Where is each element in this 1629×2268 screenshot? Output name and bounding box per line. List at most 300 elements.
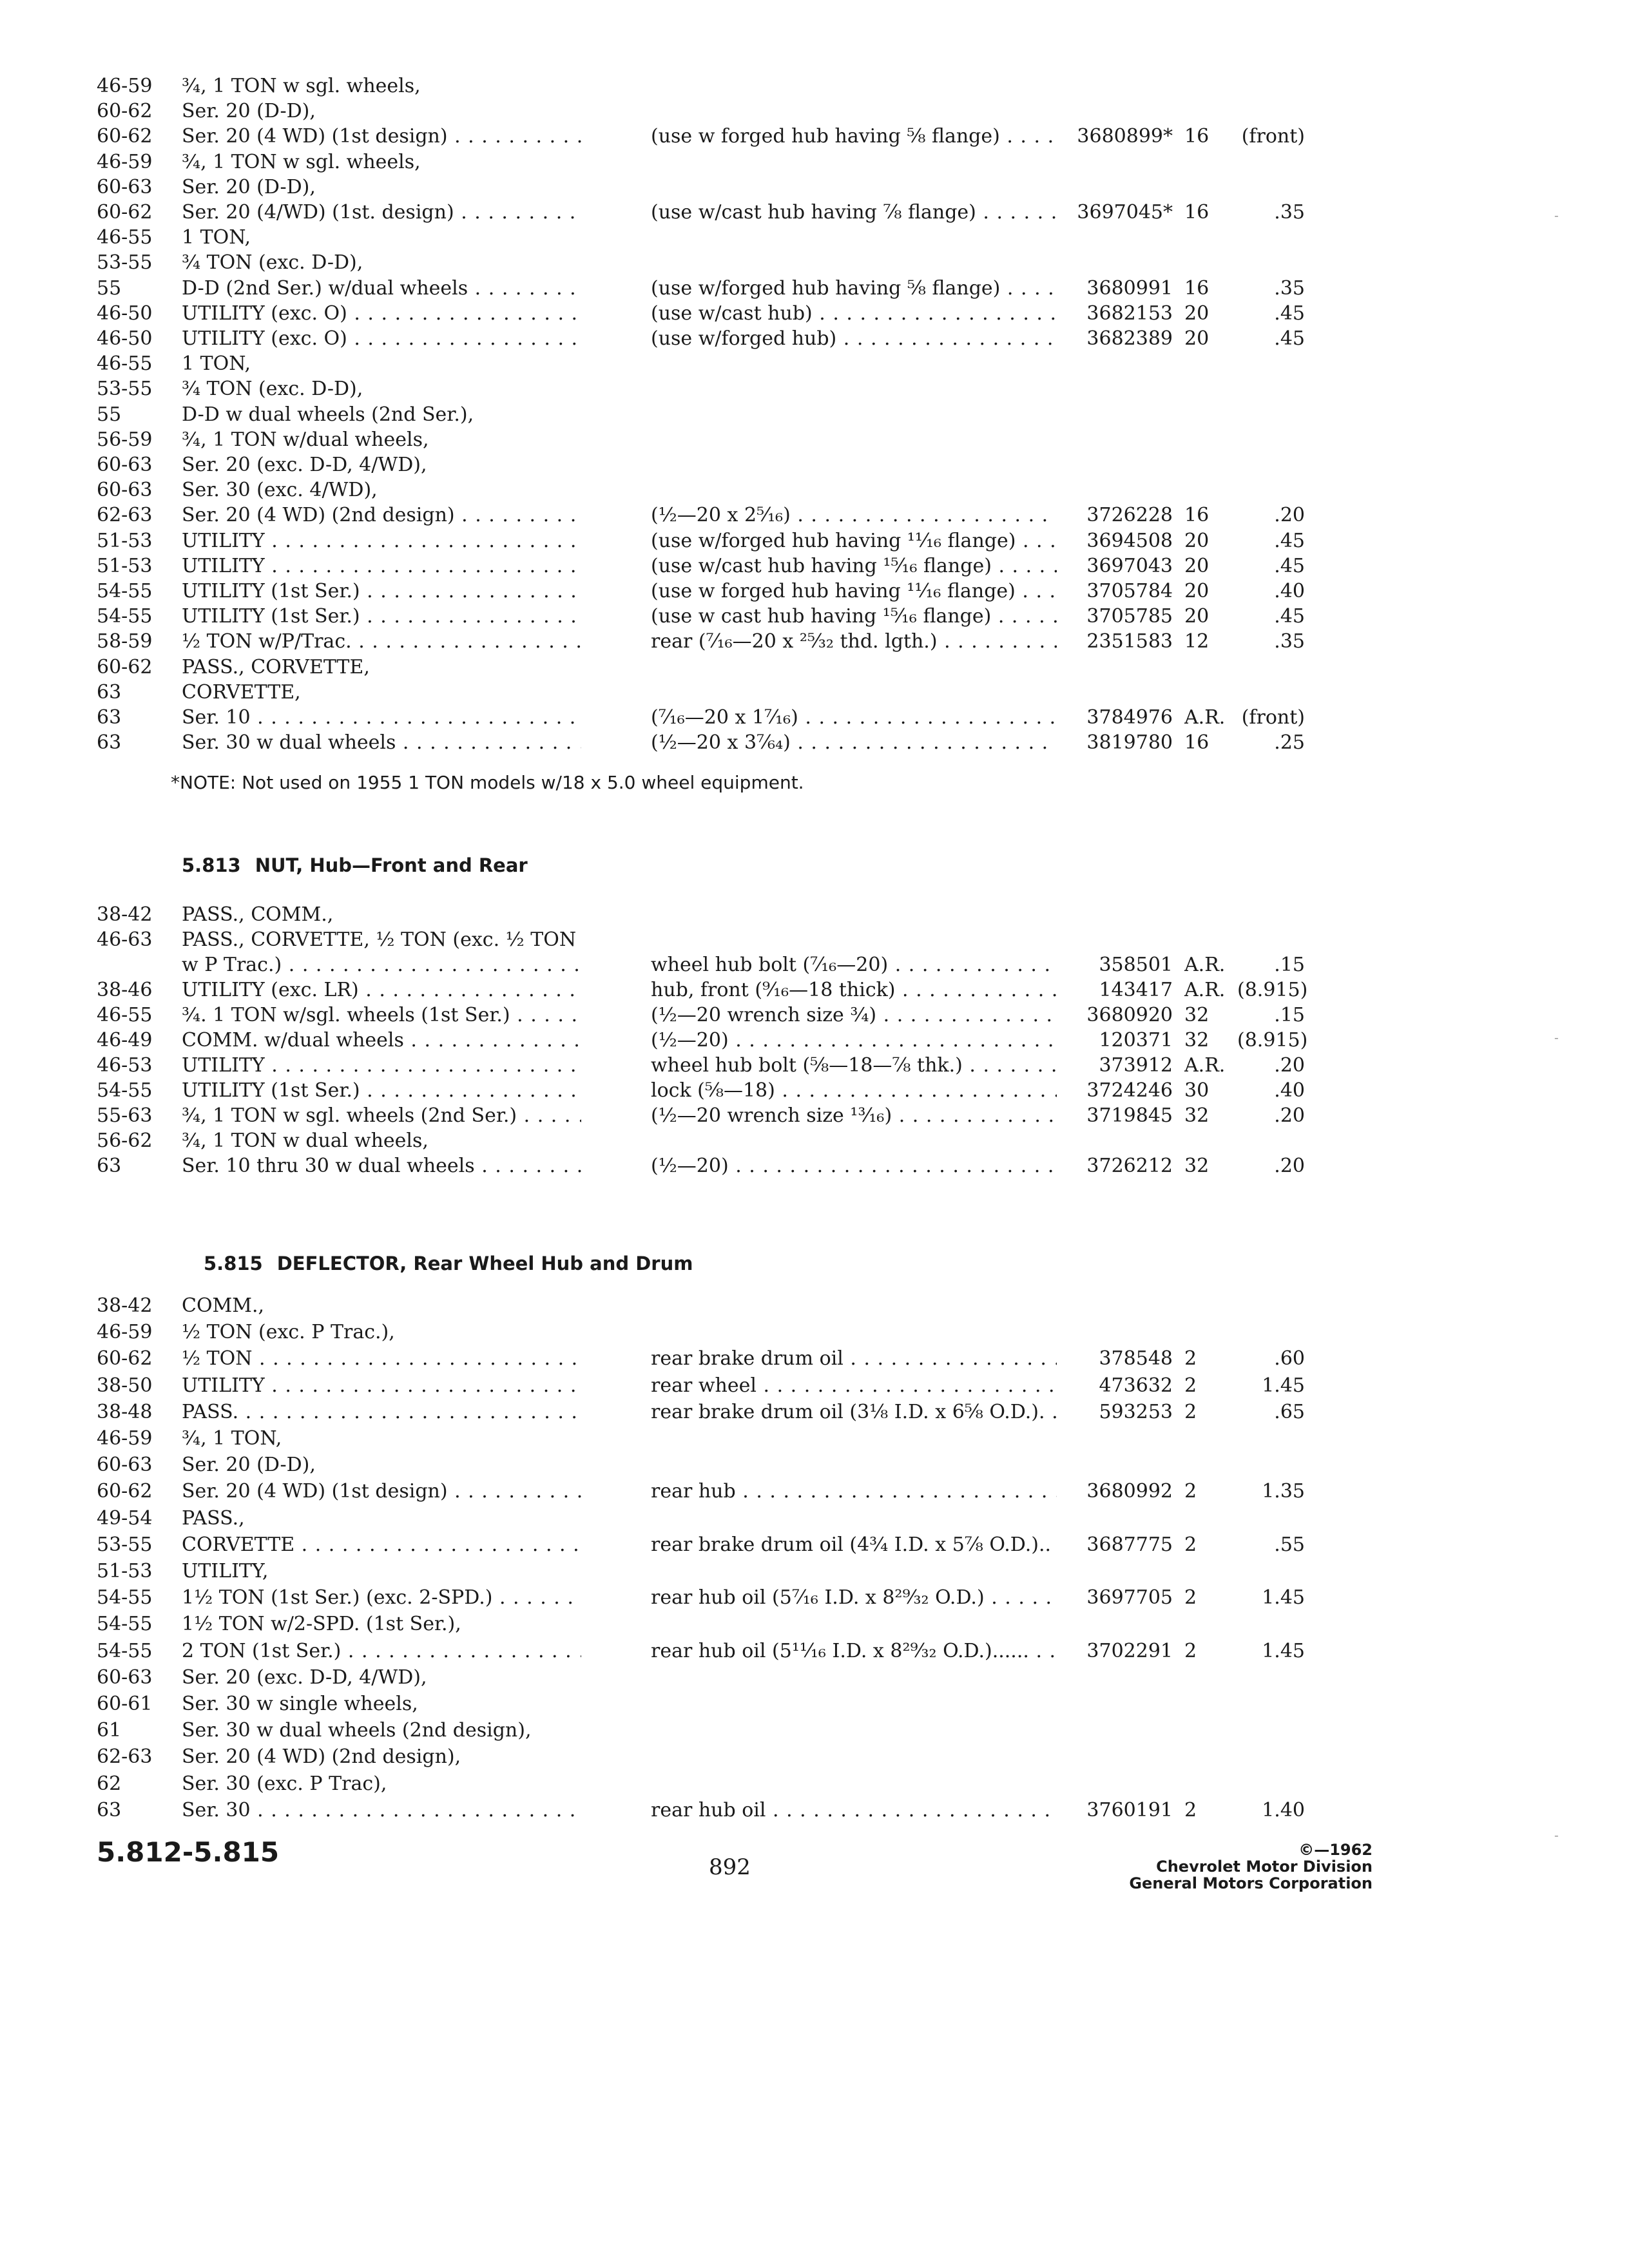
row-price: .20 [1274,1054,1305,1077]
row-price: (8.915) [1237,979,1308,1001]
catalog-row [0,1691,1629,1717]
row-description: rear wheel . . . [651,1373,1057,1399]
catalog-row [0,1585,1629,1611]
row-description: (½—20 wrench size ¾) . . . [651,1003,1057,1028]
row-model: Ser. 30 w dual wheels (2nd design), [182,1719,532,1742]
row-model: PASS., CORVETTE, [182,656,370,678]
catalog-row [0,301,1629,327]
row-part-number: 3682153 [1086,302,1173,325]
catalog-row [0,977,1629,1003]
catalog-row [0,553,1629,579]
row-model: Ser. 30 (exc. P Trac), [182,1773,387,1795]
row-year: 54-55 [97,1640,153,1662]
catalog-row [0,1798,1629,1823]
row-description: rear hub oil (5¹¹⁄₁₆ I.D. x 8²⁹⁄₃₂ O.D.)...... . . . [651,1639,1057,1664]
row-quantity: 20 [1184,580,1210,602]
row-quantity: A.R. [1184,979,1226,1001]
row-model: UTILITY . . . [182,553,581,579]
row-model: D-D w dual wheels (2nd Ser.), [182,403,474,426]
row-model: Ser. 20 (D-D), [182,1454,316,1476]
row-model: Ser. 30 w single wheels, [182,1693,418,1715]
row-price: .45 [1274,327,1305,350]
row-year: 63 [97,1155,122,1177]
row-model: CORVETTE . . . [182,1532,581,1558]
row-model: PASS., [182,1507,245,1530]
row-model: ¾ TON (exc. D-D), [182,251,363,274]
row-part-number: 3819780 [1086,731,1173,754]
row-quantity: 32 [1184,1004,1210,1026]
corporation-name: General Motors Corporation [1129,1874,1373,1892]
catalog-row [0,276,1629,302]
section-title: NUT, Hub—Front and Rear [255,854,528,876]
row-quantity: 2 [1184,1401,1197,1423]
catalog-row [0,1153,1629,1179]
row-year: 56-62 [97,1129,153,1152]
row-description: (⁷⁄₁₆—20 x 1⁷⁄₁₆) . . . [651,705,1057,731]
catalog-row [0,902,1629,928]
catalog-row [0,1426,1629,1452]
row-model: UTILITY, [182,1560,269,1582]
row-model: w P Trac.) . . . [182,952,581,978]
catalog-row [0,326,1629,352]
row-price: .45 [1274,555,1305,577]
row-year: 46-50 [97,327,153,350]
row-year: 56-59 [97,428,153,451]
row-price: .60 [1274,1347,1305,1370]
row-description: lock (⅝—18) . . . [651,1078,1057,1104]
row-model: D-D (2nd Ser.) w/dual wheels . . . [182,276,581,302]
row-model: Ser. 20 (4 WD) (2nd design) . . . [182,503,581,528]
catalog-row [0,927,1629,953]
row-description: (use w/forged hub having ¹¹⁄₁₆ flange) . . . [651,528,1057,554]
row-year: 38-46 [97,979,153,1001]
row-description: (use w/cast hub) . . . [651,301,1057,327]
row-model: ¾, 1 TON w sgl. wheels, [182,75,421,97]
row-part-number: 3705784 [1086,580,1173,602]
catalog-row [0,73,1629,99]
row-model: ¾. 1 TON w/sgl. wheels (1st Ser.) . . . [182,1003,581,1028]
row-year: 61 [97,1719,122,1742]
row-model: ¾, 1 TON w/dual wheels, [182,428,429,451]
row-year: 54-55 [97,605,153,628]
row-quantity: A.R. [1184,954,1226,976]
row-quantity: 2 [1184,1374,1197,1397]
row-model: UTILITY . . . [182,528,581,554]
row-price: (8.915) [1237,1029,1308,1052]
catalog-row [0,705,1629,731]
row-part-number: 3697705 [1086,1586,1173,1609]
catalog-row [0,1452,1629,1478]
catalog-row [0,1532,1629,1558]
row-price: .20 [1274,1104,1305,1127]
row-year: 60-62 [97,100,153,122]
row-model: Ser. 20 (exc. D-D, 4/WD), [182,454,427,476]
section-number: 5.815 [204,1253,263,1274]
row-year: 60-63 [97,479,153,501]
row-description: wheel hub bolt (⁷⁄₁₆—20) . . . [651,952,1057,978]
row-description: (use w forged hub having ⅝ flange) . . . [651,124,1057,149]
row-part-number: 143417 [1099,979,1173,1001]
row-year: 46-59 [97,75,153,97]
catalog-row [0,604,1629,629]
row-description: rear hub . . . [651,1479,1057,1504]
row-model: PASS. . . . [182,1399,581,1425]
row-model: Ser. 20 (4 WD) (2nd design), [182,1745,461,1768]
footnote: *NOTE: Not used on 1955 1 TON models w/18 x 5.0 wheel equipment. [171,772,804,793]
row-year: 49-54 [97,1507,153,1530]
row-price: .35 [1274,630,1305,653]
catalog-row [0,99,1629,124]
row-quantity: 20 [1184,302,1210,325]
row-year: 53-55 [97,1533,153,1556]
row-part-number: 3680899* [1077,125,1173,148]
section-heading-5813 [182,854,528,876]
row-description: rear hub oil . . . [651,1798,1057,1823]
row-price: .35 [1274,201,1305,224]
row-year: 62-63 [97,1745,153,1768]
row-year: 46-59 [97,1427,153,1450]
row-model: Ser. 10 thru 30 w dual wheels . . . [182,1153,581,1179]
row-year: 46-50 [97,302,153,325]
row-quantity: A.R. [1184,1054,1226,1077]
catalog-row [0,503,1629,528]
row-year: 60-62 [97,1347,153,1370]
row-price: (front) [1241,706,1305,729]
catalog-row [0,1053,1629,1079]
row-part-number: 3705785 [1086,605,1173,628]
row-year: 53-55 [97,251,153,274]
catalog-row [0,1744,1629,1770]
row-year: 58-59 [97,630,153,653]
scan-mark: - [1554,1827,1559,1843]
row-part-number: 3694508 [1086,530,1173,552]
row-model: 1 TON, [182,352,251,375]
row-price: 1.40 [1262,1799,1305,1821]
row-quantity: 32 [1184,1155,1210,1177]
row-year: 55 [97,277,122,300]
row-year: 38-48 [97,1401,153,1423]
row-price: (front) [1241,125,1305,148]
row-quantity: 20 [1184,530,1210,552]
row-quantity: 2 [1184,1586,1197,1609]
row-model: COMM., [182,1294,265,1317]
catalog-row [0,452,1629,478]
row-part-number: 3702291 [1086,1640,1173,1662]
row-part-number: 3784976 [1086,706,1173,729]
row-year: 51-53 [97,530,153,552]
row-model: Ser. 30 (exc. 4/WD), [182,479,378,501]
row-model: UTILITY . . . [182,1373,581,1399]
division-name: Chevrolet Motor Division [1156,1858,1373,1876]
row-model: Ser. 20 (D-D), [182,176,316,198]
row-model: 1½ TON (1st Ser.) (exc. 2-SPD.) . . . [182,1585,581,1611]
row-year: 46-59 [97,151,153,173]
row-year: 46-53 [97,1054,153,1077]
row-quantity: 16 [1184,125,1210,148]
row-model: ½ TON (exc. P Trac.), [182,1321,395,1343]
row-quantity: 20 [1184,605,1210,628]
row-description: rear brake drum oil (4¾ I.D. x 5⅞ O.D.).. . . . [651,1532,1057,1558]
row-model: Ser. 20 (exc. D-D, 4/WD), [182,1666,427,1689]
page-number: 892 [709,1854,751,1880]
row-part-number: 3680920 [1086,1004,1173,1026]
row-year: 46-55 [97,226,153,249]
row-model: ¾, 1 TON w sgl. wheels (2nd Ser.) . . . [182,1103,581,1129]
row-year: 60-63 [97,454,153,476]
row-year: 63 [97,706,122,729]
row-quantity: 20 [1184,555,1210,577]
catalog-row [0,1293,1629,1319]
row-model: ¾, 1 TON w dual wheels, [182,1129,429,1152]
row-quantity: 2 [1184,1533,1197,1556]
catalog-row [0,629,1629,655]
row-price: .35 [1274,277,1305,300]
row-year: 63 [97,1799,122,1821]
row-year: 55-63 [97,1104,153,1127]
row-year: 54-55 [97,1586,153,1609]
row-description: hub, front (⁹⁄₁₆—18 thick) . . . [651,977,1057,1003]
row-description: (use w forged hub having ¹¹⁄₁₆ flange) . . . [651,579,1057,604]
row-price: .40 [1274,580,1305,602]
row-part-number: 3697043 [1086,555,1173,577]
row-quantity: 2 [1184,1799,1197,1821]
row-description: (use w/forged hub) . . . [651,326,1057,352]
row-year: 38-42 [97,903,153,926]
row-part-number: 3680991 [1086,277,1173,300]
row-year: 60-62 [97,656,153,678]
row-model: Ser. 10 . . . [182,705,581,731]
scan-mark: - [1554,1030,1559,1045]
catalog-row [0,149,1629,175]
row-price: .55 [1274,1533,1305,1556]
row-year: 62 [97,1773,122,1795]
row-model: PASS., CORVETTE, ½ TON (exc. ½ TON [182,928,577,951]
row-model: Ser. 20 (4/WD) (1st. design) . . . [182,200,581,226]
row-model: ¾ TON (exc. D-D), [182,378,363,400]
row-price: .20 [1274,504,1305,526]
row-model: 2 TON (1st Ser.) . . . [182,1639,581,1664]
row-model: UTILITY (1st Ser.) . . . [182,579,581,604]
row-part-number: 3726228 [1086,504,1173,526]
section-number: 5.813 [182,854,241,876]
row-year: 53-55 [97,378,153,400]
catalog-row [0,477,1629,503]
row-price: .65 [1274,1401,1305,1423]
row-quantity: A.R. [1184,706,1226,729]
row-description: (use w/cast hub having ¹⁵⁄₁₆ flange) . . . [651,553,1057,579]
row-part-number: 3680992 [1086,1480,1173,1503]
catalog-row [0,680,1629,706]
row-model: 1½ TON w/2-SPD. (1st Ser.), [182,1613,461,1635]
row-year: 54-55 [97,1613,153,1635]
catalog-row [0,1559,1629,1584]
row-description: rear hub oil (5⁷⁄₁₆ I.D. x 8²⁹⁄₃₂ O.D.) . . . [651,1585,1057,1611]
row-year: 46-59 [97,1321,153,1343]
row-model: UTILITY (exc. O) . . . [182,301,581,327]
catalog-row [0,1128,1629,1154]
row-description: (use w/cast hub having ⅞ flange) . . . [651,200,1057,226]
catalog-row [0,1506,1629,1532]
copyright-block [1070,1841,1373,1892]
catalog-row [0,1320,1629,1345]
row-description: rear (⁷⁄₁₆—20 x ²⁵⁄₃₂ thd. lgth.) . . . [651,629,1057,655]
row-model: 1 TON, [182,226,251,249]
catalog-row [0,1718,1629,1744]
row-part-number: 3760191 [1086,1799,1173,1821]
catalog-row [0,351,1629,377]
row-quantity: 32 [1184,1104,1210,1127]
row-quantity: 2 [1184,1347,1197,1370]
row-price: 1.35 [1262,1480,1305,1503]
row-description: (½—20) . . . [651,1153,1057,1179]
catalog-row [0,200,1629,226]
row-description: (use w/forged hub having ⅝ flange) . . . [651,276,1057,302]
catalog-row [0,402,1629,428]
row-price: 1.45 [1262,1640,1305,1662]
row-price: .15 [1274,1004,1305,1026]
row-description: (½—20 wrench size ¹³⁄₁₆) . . . [651,1103,1057,1129]
row-description: (½—20 x 2⁵⁄₁₆) . . . [651,503,1057,528]
section-range: 5.812-5.815 [97,1836,280,1868]
catalog-row [0,1479,1629,1504]
row-price: 1.45 [1262,1374,1305,1397]
row-price: .20 [1274,1155,1305,1177]
row-quantity: 16 [1184,504,1210,526]
row-year: 46-55 [97,1004,153,1026]
row-year: 51-53 [97,1560,153,1582]
row-quantity: 16 [1184,731,1210,754]
row-model: Ser. 20 (D-D), [182,100,316,122]
row-quantity: 2 [1184,1480,1197,1503]
row-part-number: 378548 [1099,1347,1173,1370]
catalog-row [0,175,1629,200]
row-part-number: 473632 [1099,1374,1173,1397]
catalog-row [0,730,1629,756]
row-description: (½—20) . . . [651,1028,1057,1053]
catalog-row [0,1665,1629,1691]
row-year: 46-55 [97,352,153,375]
row-part-number: 3726212 [1086,1155,1173,1177]
row-model: UTILITY . . . [182,1053,581,1079]
row-price: .45 [1274,605,1305,628]
catalog-row [0,225,1629,251]
catalog-row [0,124,1629,149]
row-year: 46-49 [97,1029,153,1052]
row-price: .15 [1274,954,1305,976]
row-price: .45 [1274,302,1305,325]
row-part-number: 2351583 [1086,630,1173,653]
row-description: (use w cast hub having ¹⁵⁄₁₆ flange) . . . [651,604,1057,629]
row-model: UTILITY (1st Ser.) . . . [182,604,581,629]
row-year: 62-63 [97,504,153,526]
catalog-row [0,1346,1629,1372]
row-part-number: 3719845 [1086,1104,1173,1127]
row-quantity: 12 [1184,630,1210,653]
row-year: 54-55 [97,1079,153,1102]
row-year: 60-62 [97,201,153,224]
row-model: UTILITY (exc. O) . . . [182,326,581,352]
row-model: Ser. 20 (4 WD) (1st design) . . . [182,124,581,149]
row-model: CORVETTE, [182,681,301,704]
catalog-row [0,1078,1629,1104]
row-model: PASS., COMM., [182,903,334,926]
row-model: UTILITY (exc. LR) . . . [182,977,581,1003]
row-year: 63 [97,681,122,704]
row-model: ½ TON w/P/Trac. . . . [182,629,581,655]
row-year: 46-63 [97,928,153,951]
scan-mark: - [1554,207,1559,223]
row-model: Ser. 30 . . . [182,1798,581,1823]
catalog-row [0,1771,1629,1797]
row-quantity: 2 [1184,1640,1197,1662]
row-quantity: 32 [1184,1029,1210,1052]
row-year: 60-63 [97,1666,153,1689]
row-quantity: 16 [1184,277,1210,300]
row-model: ¾, 1 TON, [182,1427,282,1450]
section-title: DEFLECTOR, Rear Wheel Hub and Drum [276,1253,693,1274]
row-year: 54-55 [97,580,153,602]
row-description: rear brake drum oil . . . [651,1346,1057,1372]
row-year: 60-62 [97,125,153,148]
catalog-row [0,1611,1629,1637]
row-description: (½—20 x 3⁷⁄₆₄) . . . [651,730,1057,756]
row-part-number: 3687775 [1086,1533,1173,1556]
catalog-row [0,528,1629,554]
row-model: ¾, 1 TON w sgl. wheels, [182,151,421,173]
row-year: 60-62 [97,1480,153,1503]
row-year: 55 [97,403,122,426]
row-model: COMM. w/dual wheels . . . [182,1028,581,1053]
row-description: wheel hub bolt (⅝—18—⅞ thk.) . . . [651,1053,1057,1079]
catalog-row [0,1373,1629,1399]
catalog-row [0,1399,1629,1425]
catalog-row [0,952,1629,978]
row-year: 60-63 [97,176,153,198]
row-year: 51-53 [97,555,153,577]
row-part-number: 3724246 [1086,1079,1173,1102]
row-price: .40 [1274,1079,1305,1102]
row-price: .45 [1274,530,1305,552]
catalog-row [0,655,1629,680]
catalog-row [0,376,1629,402]
row-price: 1.45 [1262,1586,1305,1609]
copyright-year: ©—1962 [1298,1841,1373,1859]
row-price: .25 [1274,731,1305,754]
catalog-row [0,1103,1629,1129]
row-quantity: 20 [1184,327,1210,350]
section-heading-5815 [204,1253,693,1274]
row-quantity: 16 [1184,201,1210,224]
catalog-row [0,1639,1629,1664]
catalog-row [0,250,1629,276]
row-year: 60-61 [97,1693,153,1715]
catalog-row [0,579,1629,604]
row-part-number: 120371 [1099,1029,1173,1052]
row-part-number: 3697045* [1077,201,1173,224]
row-part-number: 358501 [1099,954,1173,976]
row-model: Ser. 30 w dual wheels . . . [182,730,581,756]
row-model: Ser. 20 (4 WD) (1st design) . . . [182,1479,581,1504]
row-model: UTILITY (1st Ser.) . . . [182,1078,581,1104]
row-quantity: 30 [1184,1079,1210,1102]
row-year: 38-50 [97,1374,153,1397]
row-part-number: 593253 [1099,1401,1173,1423]
row-year: 63 [97,731,122,754]
catalog-row [0,1028,1629,1053]
catalog-row [0,427,1629,453]
row-year: 60-63 [97,1454,153,1476]
row-model: ½ TON . . . [182,1346,581,1372]
